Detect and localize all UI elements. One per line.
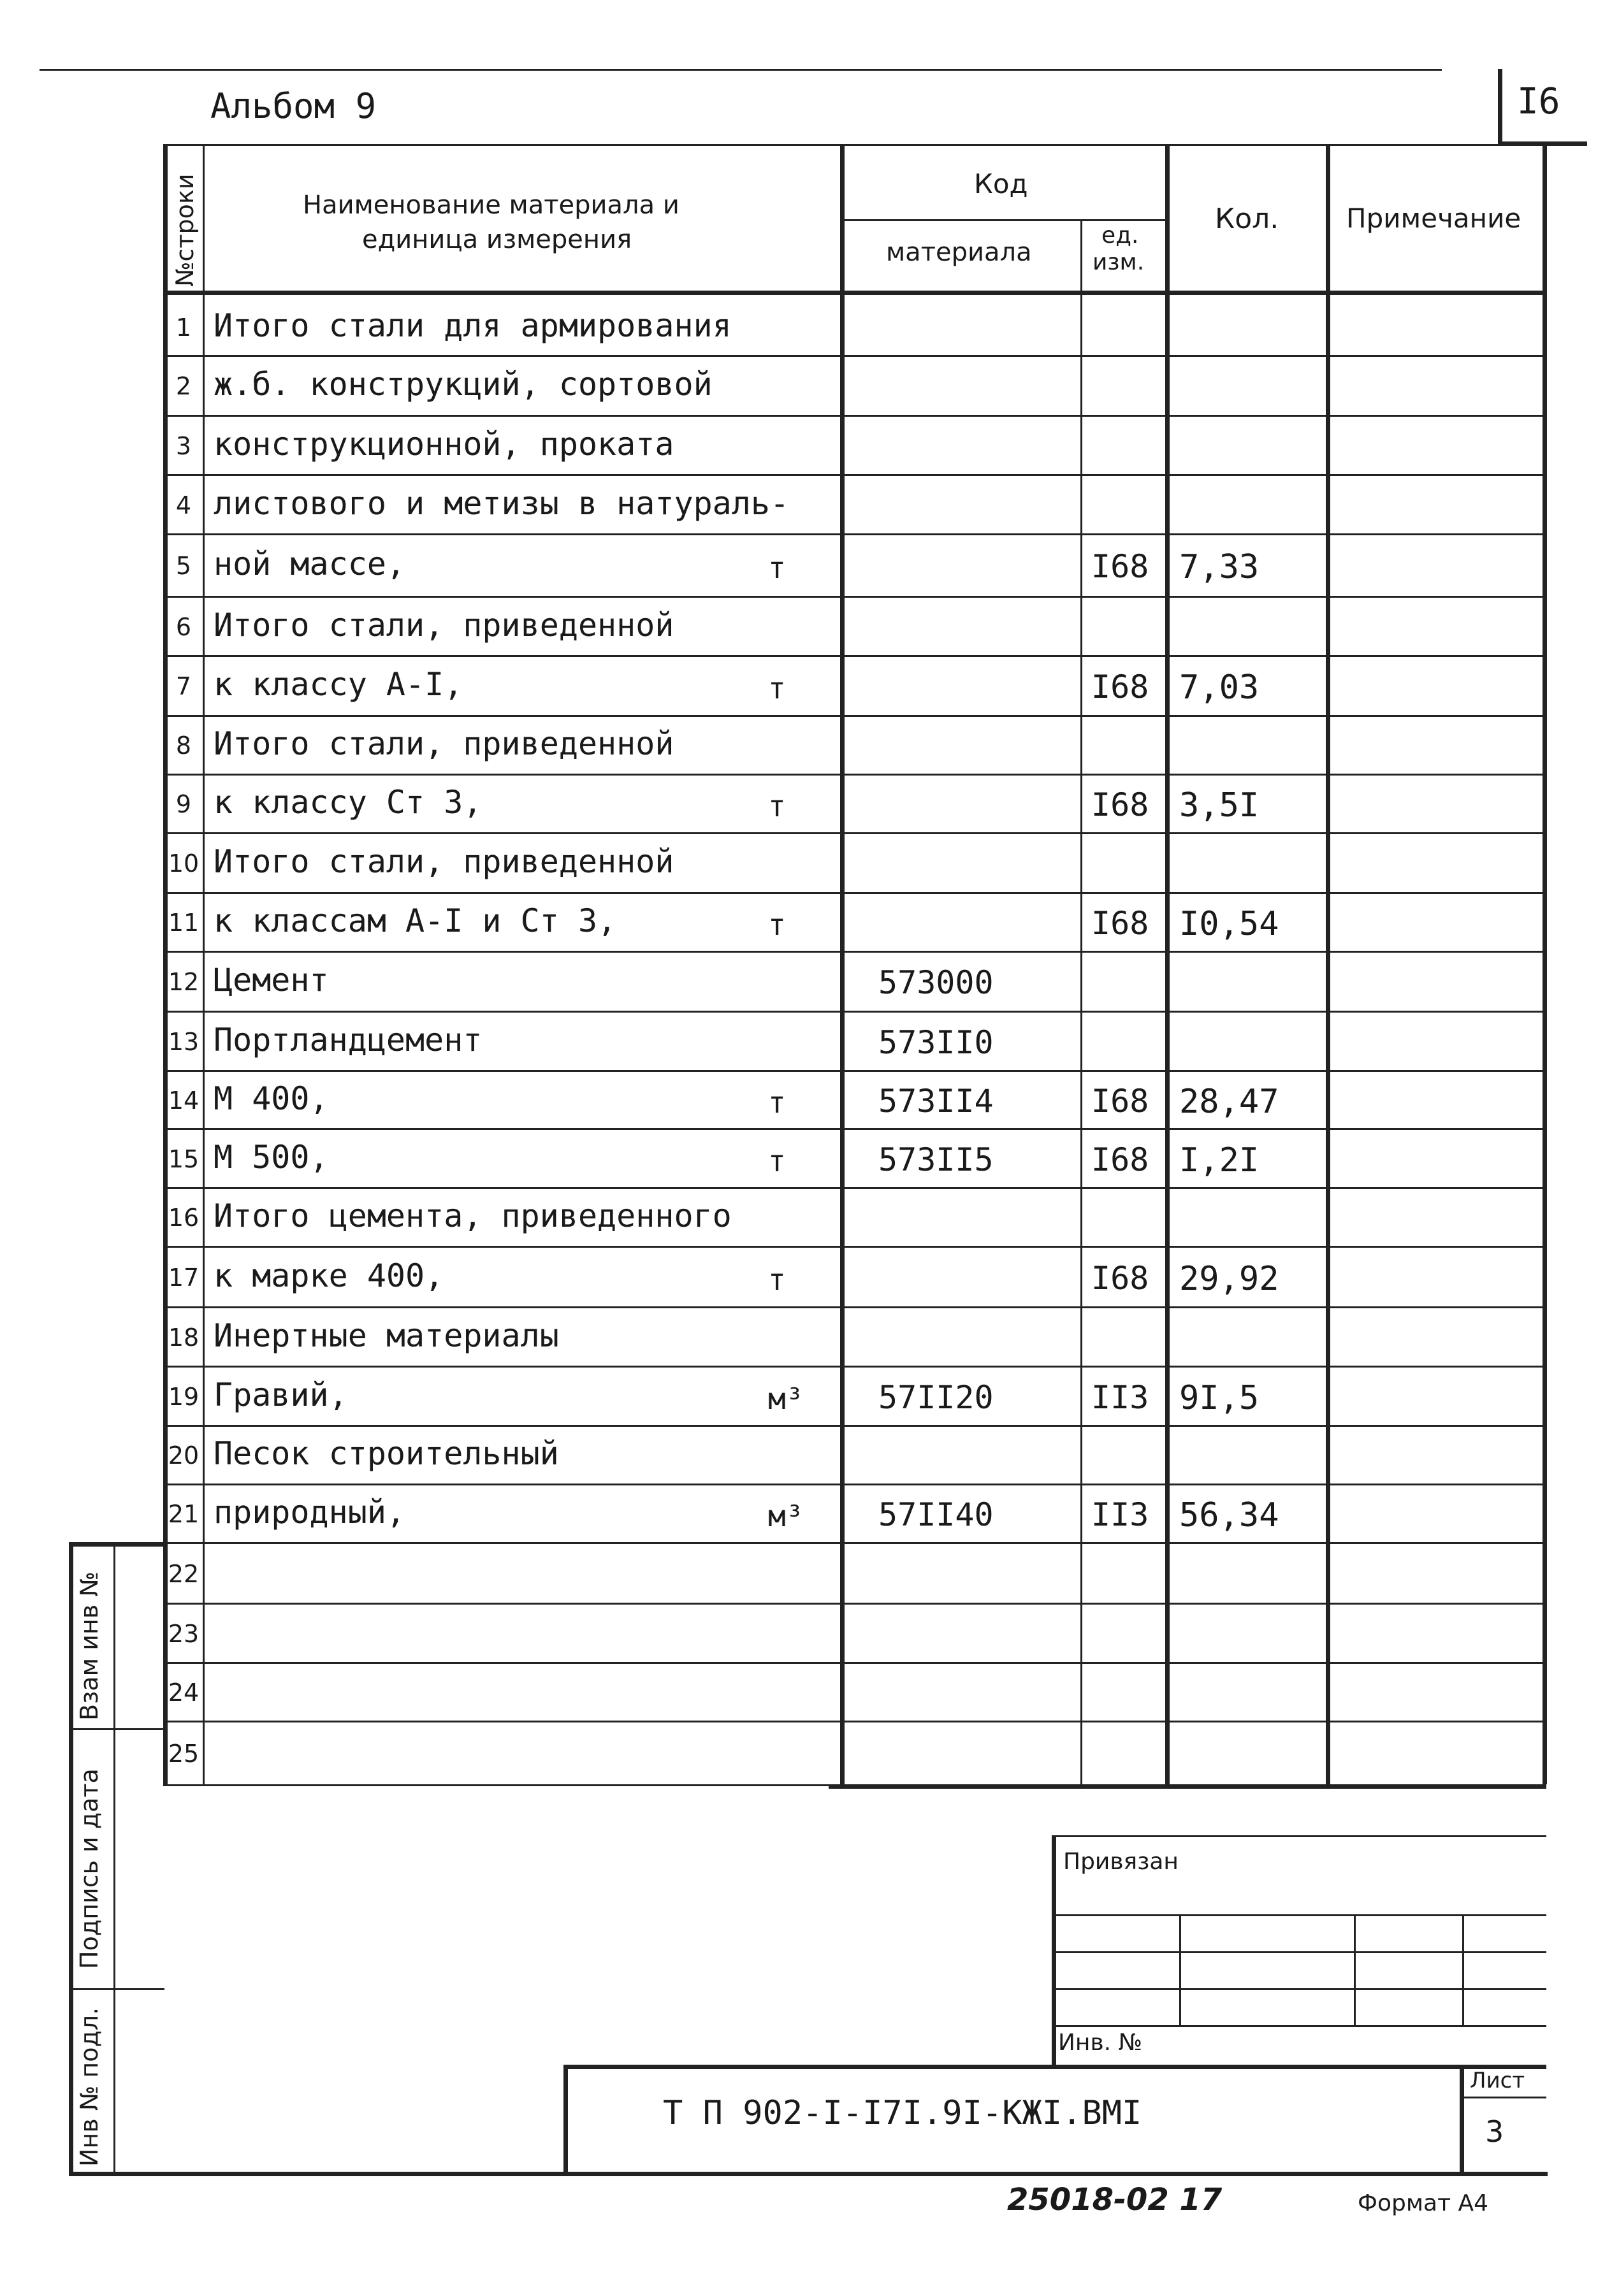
stamp-inv-no: Инв. № (1058, 2030, 1143, 2056)
row-separator (163, 655, 1546, 657)
row-separator (163, 1070, 1546, 1072)
row-unit-text: м³ (768, 1382, 804, 1416)
row-unit-text: т (768, 551, 786, 585)
album-label: Альбом 9 (210, 86, 377, 126)
page-number: I6 (1517, 81, 1560, 122)
row-separator (163, 951, 1546, 953)
row-material-code: 573II0 (878, 1024, 994, 1061)
stamp-vline-1 (1179, 1914, 1181, 2025)
sidebar-vzam: Взам инв № (75, 1571, 103, 1721)
row-number: 9 (175, 790, 192, 818)
row-measure-code: I68 (1091, 1141, 1149, 1178)
row-number: 23 (168, 1620, 200, 1648)
row-number: 17 (168, 1264, 200, 1292)
row-unit-text: т (768, 1144, 786, 1178)
row-separator (163, 1603, 1546, 1605)
header-unit-line2: изм. (1093, 249, 1145, 275)
row-number: 19 (168, 1383, 200, 1411)
title-block-left (563, 2065, 568, 2173)
row-number: 22 (168, 1560, 200, 1588)
stamp-line-a (1052, 1914, 1546, 1916)
row-material-name: М 500, (214, 1139, 329, 1176)
row-number: 5 (175, 552, 192, 580)
row-material-name: к классу А-I, (214, 666, 463, 703)
row-measure-code: I68 (1091, 786, 1149, 823)
row-unit-text: т (768, 1085, 786, 1120)
row-separator (163, 355, 1546, 357)
row-number: 4 (175, 491, 192, 519)
sheet-label: Лист (1470, 2068, 1525, 2093)
sidebar-line-2 (69, 1988, 164, 1990)
row-material-name: Итого цемента, приведенного (214, 1197, 732, 1234)
row-material-name: ной массе, (214, 545, 406, 582)
row-number: 21 (168, 1500, 200, 1528)
row-material-name: природный, (214, 1494, 406, 1531)
row-material-name: к классам А-I и Ст 3, (214, 902, 617, 939)
row-number: 16 (168, 1204, 200, 1232)
row-quantity: 7,03 (1179, 668, 1260, 707)
row-number: 6 (175, 613, 192, 641)
row-quantity: 9I,5 (1179, 1379, 1260, 1417)
row-quantity: 7,33 (1179, 548, 1260, 586)
row-unit-text: т (768, 789, 786, 823)
row-separator (163, 1246, 1546, 1248)
row-material-name: ж.б. конструкций, сортовой (214, 366, 713, 403)
row-number: 24 (168, 1679, 200, 1707)
row-material-name: к марке 400, (214, 1257, 444, 1294)
row-unit-text: м³ (768, 1499, 804, 1533)
row-number: 7 (175, 672, 192, 700)
stamp-left-line (1052, 1835, 1056, 2066)
document-designation: Т П 902-I-I7I.9I-КЖI.ВМI (663, 2094, 1142, 2132)
stamp-line-d (1052, 2025, 1546, 2027)
row-material-code: 573000 (878, 964, 994, 1001)
row-separator (163, 1425, 1546, 1427)
row-material-code: 573II4 (878, 1083, 994, 1120)
row-number: 1 (175, 314, 192, 342)
row-material-code: 573II5 (878, 1141, 994, 1178)
row-quantity: 3,5I (1179, 786, 1260, 825)
row-separator (163, 892, 1546, 894)
stamp-top-line (1052, 1835, 1546, 1837)
row-measure-code: I68 (1091, 548, 1149, 585)
row-unit-text: т (768, 1262, 786, 1297)
row-measure-code: I68 (1091, 668, 1149, 705)
row-quantity: I0,54 (1179, 905, 1279, 943)
row-unit-text: т (768, 907, 786, 942)
row-separator (163, 1306, 1546, 1308)
header-material: материала (886, 238, 1032, 267)
title-block-sheet-divider (1460, 2065, 1464, 2173)
code-subheader-line (840, 219, 1166, 221)
rownum-divider (203, 144, 205, 1784)
format-label: Формат А4 (1358, 2190, 1489, 2216)
row-separator (163, 596, 1546, 598)
row-separator (163, 715, 1546, 717)
sidebar-left-border (69, 1542, 73, 2174)
sidebar-top-line (69, 1542, 164, 1547)
row-material-code: 57II20 (878, 1379, 994, 1416)
header-code: Код (974, 168, 1028, 199)
header-top-line (163, 144, 1546, 146)
name-divider (840, 144, 845, 1784)
header-name-line1: Наименование материала и (303, 191, 679, 220)
stamp-line-c (1052, 1988, 1546, 1990)
row-separator (163, 533, 1546, 535)
row-separator (163, 1128, 1546, 1130)
header-name-line2: единица измерения (362, 225, 632, 254)
row-separator (163, 1542, 1546, 1544)
row-separator (163, 1011, 1546, 1013)
row-material-name: листового и метизы в натураль- (214, 485, 790, 522)
row-measure-code: I68 (1091, 905, 1149, 942)
row-material-name: Итого стали, приведенной (214, 725, 674, 762)
row-measure-code: II3 (1091, 1496, 1149, 1533)
row-separator (163, 1484, 1546, 1485)
sidebar-signature: Подпись и дата (75, 1768, 103, 1969)
row-unit-text: т (768, 671, 786, 705)
row-separator (163, 474, 1546, 476)
row-measure-code: I68 (1091, 1083, 1149, 1120)
sidebar-line-1 (69, 1728, 164, 1730)
row-material-name: Инертные материалы (214, 1317, 559, 1354)
row-number: 12 (168, 968, 200, 996)
header-qty: Кол. (1215, 203, 1279, 235)
row-quantity: I,2I (1179, 1141, 1260, 1180)
row-number: 20 (168, 1441, 200, 1469)
header-unit-line1: ед. (1101, 222, 1139, 249)
sidebar-middle-line (113, 1542, 115, 2174)
row-number: 18 (168, 1324, 200, 1352)
row-number: 13 (168, 1028, 200, 1056)
row-material-name: Итого стали для армирования (214, 307, 732, 344)
row-separator (163, 1662, 1546, 1664)
row-separator (163, 832, 1546, 834)
qty-divider (1326, 144, 1330, 1784)
row-number: 14 (168, 1087, 200, 1115)
row-number: 10 (168, 849, 200, 877)
code-divider (1080, 219, 1082, 1784)
title-block-top (563, 2065, 1546, 2069)
row-quantity: 29,92 (1179, 1260, 1279, 1298)
stamp-line-b (1052, 1951, 1546, 1953)
row-separator (163, 415, 1546, 417)
table-right-border (1543, 144, 1547, 1784)
row-separator (163, 1366, 1546, 1368)
header-note: Примечание (1346, 203, 1521, 234)
row-measure-code: I68 (1091, 1260, 1149, 1297)
row-separator (163, 1784, 1546, 1786)
row-material-name: Итого стали, приведенной (214, 607, 674, 644)
row-number: 8 (175, 732, 192, 760)
row-material-name: Портландцемент (214, 1022, 483, 1058)
row-material-code: 57II40 (878, 1496, 994, 1533)
row-quantity: 56,34 (1179, 1496, 1279, 1534)
handwritten-number: 25018-02 17 (1007, 2182, 1223, 2218)
row-number: 2 (175, 372, 192, 400)
row-number: 25 (168, 1740, 200, 1768)
page-number-divider (1498, 69, 1502, 144)
title-block-sheet-line (1460, 2097, 1546, 2098)
stamp-vline-2 (1354, 1914, 1356, 2025)
sidebar-inv-podl: Инв № подл. (75, 2007, 103, 2167)
row-material-name: Песок строительный (214, 1435, 559, 1472)
sidebar-bottom-line (69, 2172, 1548, 2176)
row-separator (163, 774, 1546, 776)
row-separator (163, 1721, 1546, 1722)
row-number: 11 (168, 909, 200, 937)
header-bottom-line (163, 291, 1546, 295)
sheet-number: 3 (1485, 2114, 1504, 2149)
row-separator (163, 1187, 1546, 1189)
header-row-no: №строки (171, 173, 199, 287)
row-material-name: к классу Ст 3, (214, 784, 483, 821)
row-number: 15 (168, 1145, 200, 1173)
row-material-name: Цемент (214, 962, 329, 999)
row-number: 3 (175, 432, 192, 460)
stamp-vline-3 (1462, 1914, 1464, 2025)
top-rule (40, 69, 1442, 71)
row-material-name: М 400, (214, 1080, 329, 1117)
row-material-name: Гравий, (214, 1376, 348, 1413)
row-measure-code: II3 (1091, 1379, 1149, 1416)
row-quantity: 28,47 (1179, 1083, 1279, 1121)
row-material-name: Итого стали, приведенной (214, 843, 674, 880)
stamp-privyazan: Привязан (1063, 1849, 1179, 1875)
unit-divider (1165, 144, 1170, 1784)
row-material-name: конструкционной, проката (214, 426, 674, 463)
